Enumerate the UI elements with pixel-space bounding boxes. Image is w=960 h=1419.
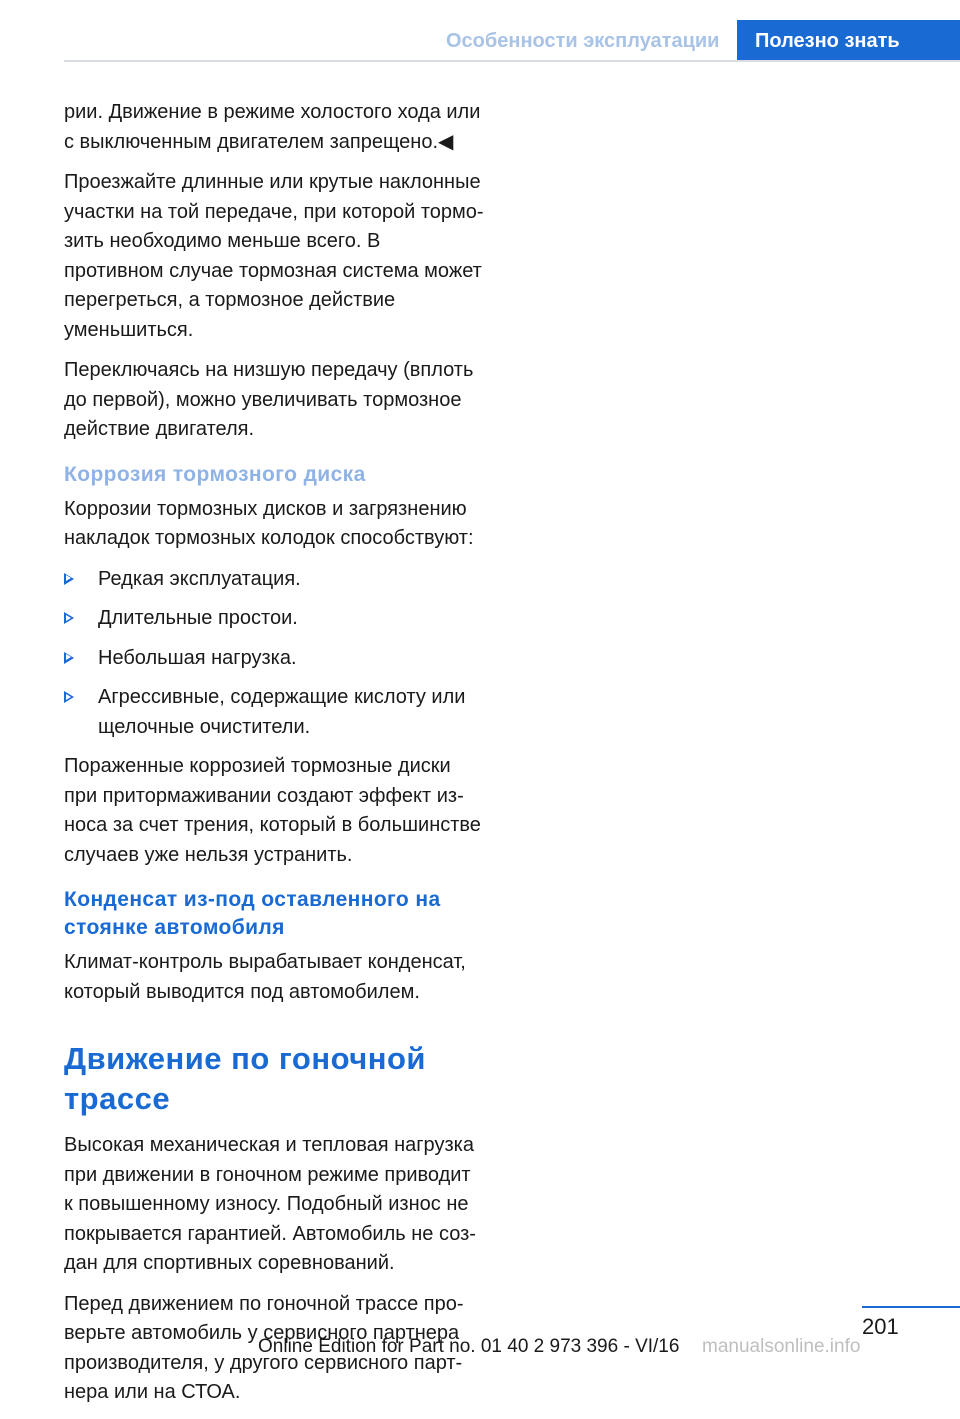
heading-condensate: Конденсат из-под оставленного на стоянке автомобиля [64, 888, 441, 939]
list-item-text: Длительные простои. [98, 607, 298, 629]
bullet-triangle-icon [64, 691, 74, 703]
paragraph-downshift: Переключаясь на низшую передачу (вплоть до первой), можно увеличивать тормозное действие двигателя. [64, 359, 474, 440]
bullet-triangle-icon [64, 573, 74, 585]
list-item-text: Агрессивные, содержащие кислоту или щелочные очистители. [98, 686, 466, 738]
list-item [64, 565, 484, 595]
bullet-triangle-icon [64, 612, 74, 624]
header-divider [64, 60, 960, 62]
main-column [64, 98, 484, 1419]
list-item [64, 644, 484, 674]
heading-race-track: Движение по гоночной трассе [64, 1041, 426, 1116]
paragraph-condensate: Климат-контроль вырабатывает конденсат, который выводится под автомобилем. [64, 951, 466, 1003]
paragraph-continued [64, 98, 484, 157]
paragraph-corrosion-effect: Пораженные коррозией тормозные диски при притормаживании создают эффект износа за счет трения, который в большинстве случаев уже нельзя устранить. [64, 755, 481, 866]
footer-edition: Online Edition for Part no. 01 40 2 973 396 - VI/16 [258, 1336, 680, 1357]
paragraph-race-load: Высокая механическая и тепловая нагрузка при движении в гоночном режиме приводит к повышенному износу. Подобный износ не покрывается гарантией. Автомобиль не создан для спортивных соревнований. [64, 1134, 476, 1274]
end-of-section-icon: ◀ [438, 130, 454, 153]
list-item [64, 683, 484, 742]
header-tab-useful-info: Полезно знать [737, 20, 960, 62]
bullet-triangle-icon [64, 652, 74, 664]
paragraph-slopes: Проезжайте длинные или крутые наклонные участки на той передаче, при которой тормозить необходимо меньше всего. В противном случае тормозная система может перегреться, а тормозное действие уменьшиться. [64, 171, 484, 341]
paragraph-text: рии. Движение в режиме холостого хода или с выключенным двигателем запрещено. [64, 101, 481, 153]
corrosion-causes-list [64, 565, 484, 743]
page-number: 201 [862, 1314, 899, 1339]
paragraph-corrosion-causes: Коррозии тормозных дисков и загрязнению накладок тормозных колодок способствуют: [64, 497, 474, 549]
paragraph-race-check: Перед движением по гоночной трассе проверьте автомобиль у сервисного партнера производителя, у другого сервисного партнера или на СТОА. [64, 1292, 464, 1403]
page-number-rule [862, 1306, 960, 1308]
list-item-text: Редкая эксплуатация. [98, 567, 301, 590]
list-item-text: Небольшая нагрузка. [98, 646, 297, 669]
list-item [64, 604, 484, 634]
heading-brake-disc-corrosion: Коррозия тормозного диска [64, 462, 366, 486]
footer-watermark: manualsonline.info [702, 1336, 861, 1357]
header-chapter-title: Особенности эксплуатации [446, 30, 720, 52]
